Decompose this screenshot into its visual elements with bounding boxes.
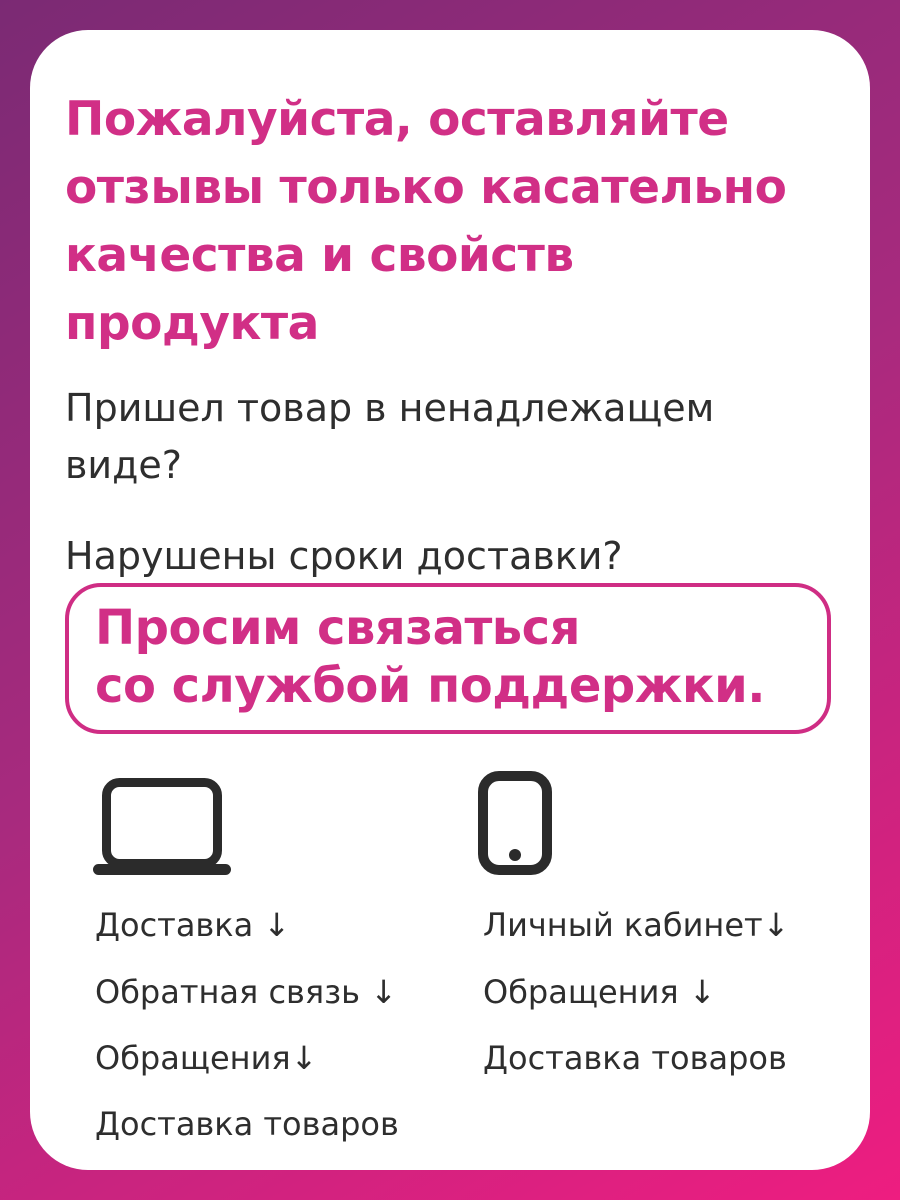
question-delivery-delay: Нарушены сроки доставки?	[65, 534, 623, 578]
info-card	[30, 30, 870, 1170]
headline-line: качества и свойств	[65, 228, 574, 283]
headline	[65, 86, 786, 358]
smartphone-icon	[478, 771, 552, 879]
headline-line: Пожалуйста, оставляйте	[65, 92, 729, 147]
list-item-goods-delivery: Доставка товаров	[95, 1105, 399, 1143]
list-item-personal-account: Личный кабинет↓	[483, 906, 790, 944]
question-line: виде?	[65, 443, 182, 487]
support-callout-line: Просим связаться	[95, 600, 580, 656]
headline-line: отзывы только касательно	[65, 160, 787, 215]
question-damaged-goods	[65, 380, 714, 494]
list-item-delivery: Доставка ↓	[95, 906, 291, 944]
support-callout-line: со службой поддержки.	[95, 658, 765, 714]
list-item-goods-delivery-mobile: Доставка товаров	[483, 1039, 787, 1077]
list-item-requests-mobile: Обращения ↓	[483, 973, 716, 1011]
support-callout-text	[95, 599, 765, 715]
list-item-feedback: Обратная связь ↓	[95, 973, 397, 1011]
laptop-icon	[92, 778, 232, 879]
question-line: Пришел товар в ненадлежащем	[65, 386, 715, 430]
list-item-requests: Обращения↓	[95, 1039, 318, 1077]
headline-line: продукта	[65, 296, 319, 351]
support-callout-box	[65, 583, 831, 734]
